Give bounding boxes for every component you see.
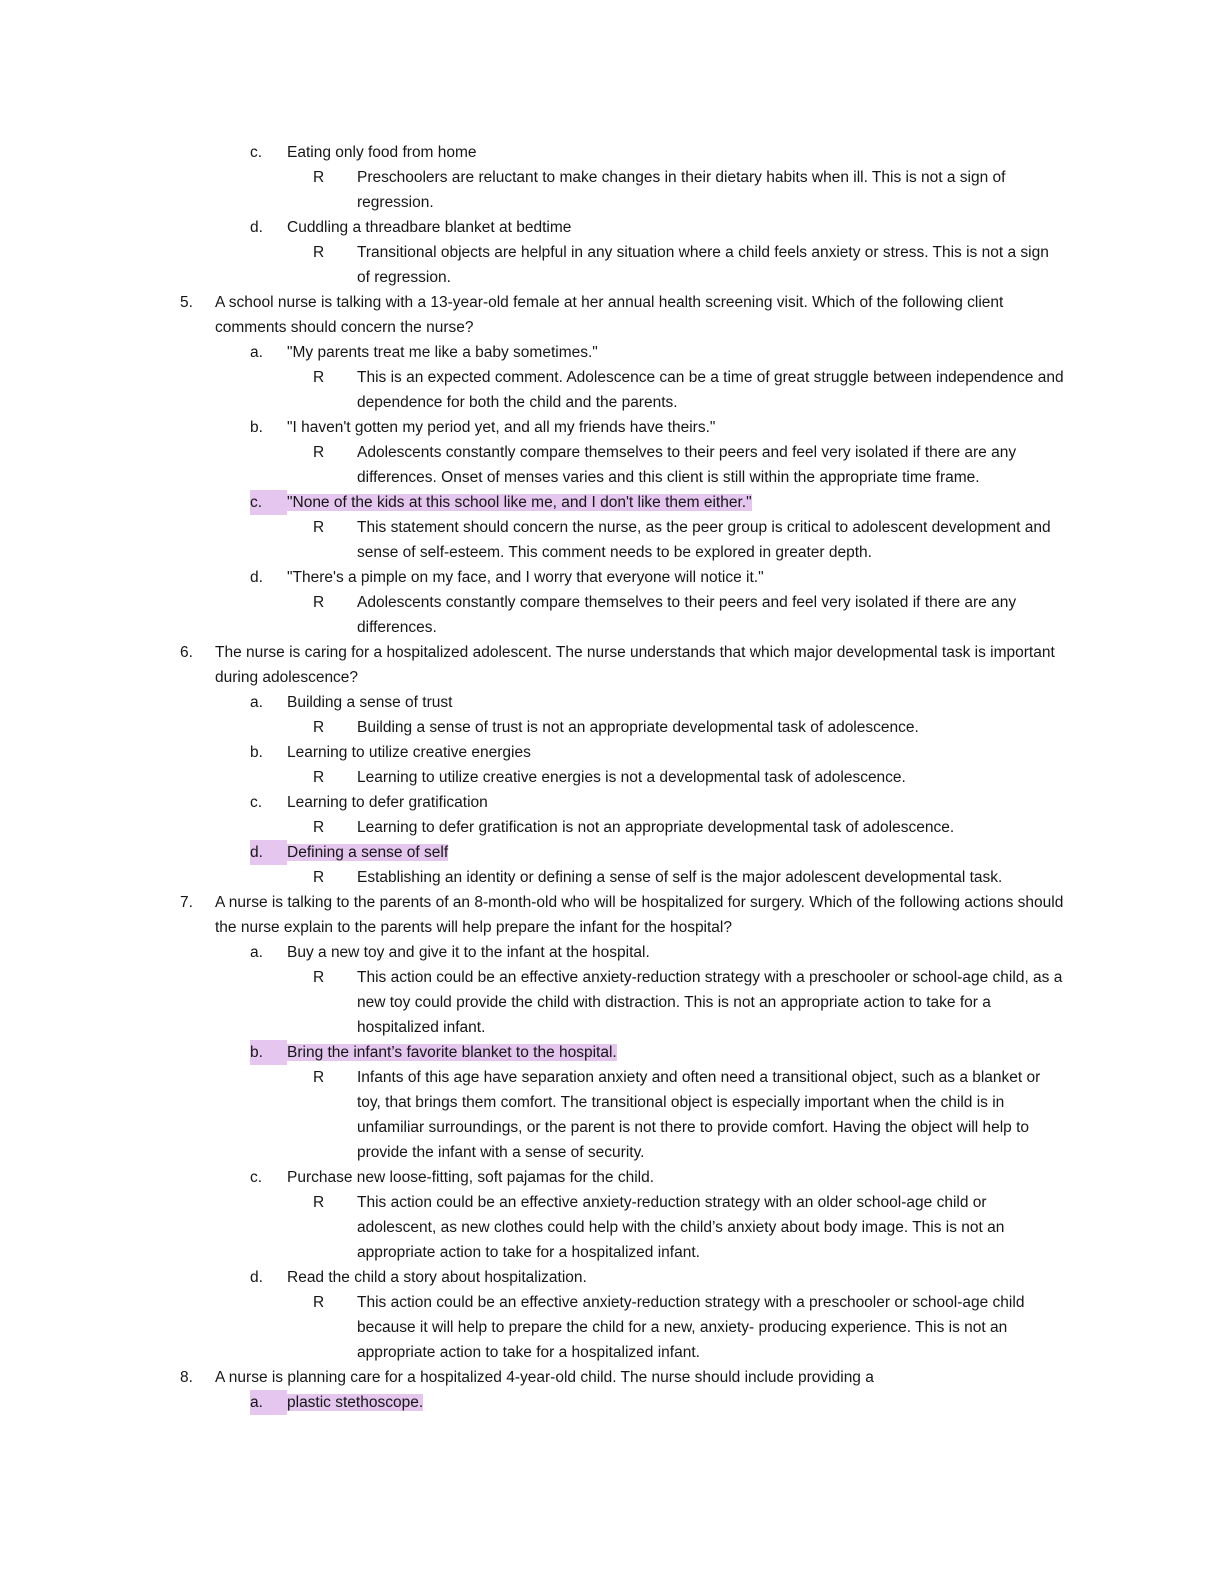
option-letter: d. [250,840,287,865]
question-item [0,890,1066,940]
option-text-wrap [287,740,1066,765]
rationale-item [0,815,1066,840]
answer-option [0,565,1066,590]
option-text: plastic stethoscope. [287,1394,424,1411]
answer-option [0,415,1066,440]
rationale-marker: R [313,819,325,836]
rationale-text: Learning to utilize creative energies is not a developmental task of adolescence. [357,769,906,786]
rationale-marker: R [313,244,325,261]
option-text: Bring the infant’s favorite blanket to the hospital. [287,1044,617,1061]
answer-option [0,840,1066,865]
answer-option [0,940,1066,965]
rationale-text: Establishing an identity or defining a sense of self is the major adolescent developmental task. [357,869,1003,886]
option-letter: d. [250,219,263,236]
option-text: Purchase new loose-fitting, soft pajamas for the child. [287,1169,655,1186]
option-text-wrap [287,1040,1066,1065]
option-text-wrap [287,840,1066,865]
option-text: Read the child a story about hospitalization. [287,1269,587,1286]
rationale-item [0,590,1066,640]
rationale-text-wrap [357,240,1066,290]
option-letter: a. [250,344,263,361]
rationale-text: Preschoolers are reluctant to make changes in their dietary habits when ill. This is not a sign of regression. [357,169,1006,211]
answer-option [0,1165,1066,1190]
rationale-item [0,965,1066,1040]
option-text-wrap [287,215,1066,240]
option-letter: a. [250,1390,287,1415]
answer-option [0,340,1066,365]
answer-option [0,140,1066,165]
option-text-wrap [287,415,1066,440]
option-text-wrap [287,340,1066,365]
answer-option [0,1390,1066,1415]
option-letter: a. [250,694,263,711]
option-text: Eating only food from home [287,144,477,161]
rationale-text: Building a sense of trust is not an appropriate developmental task of adolescence. [357,719,919,736]
rationale-item [0,365,1066,415]
rationale-text: This action could be an effective anxiety-reduction strategy with a preschooler or school-age child, as a new toy could provide the child with distraction. This is not an appropriate action to take for a hospitalized infant. [357,969,1063,1036]
answer-option [0,1265,1066,1290]
option-text: Buy a new toy and give it to the infant at the hospital. [287,944,650,961]
option-text: "None of the kids at this school like me, and I don't like them either." [287,494,752,511]
rationale-marker: R [313,1294,325,1311]
question-text: A school nurse is talking with a 13-year-old female at her annual health screening visit. Which of the following client comments should concern the nurse? [215,294,1004,336]
option-letter: d. [250,1269,263,1286]
question-text: A nurse is planning care for a hospitalized 4-year-old child. The nurse should include providing a [215,1369,874,1386]
rationale-text-wrap [357,865,1066,890]
rationale-text-wrap [357,165,1066,215]
rationale-text-wrap [357,1290,1066,1365]
rationale-text-wrap [357,765,1066,790]
answer-option [0,740,1066,765]
question-number: 8. [180,1369,193,1386]
question-text-wrap [215,890,1066,940]
rationale-text: This statement should concern the nurse, as the peer group is critical to adolescent development and sense of self-esteem. This comment needs to be explored in greater depth. [357,519,1051,561]
rationale-text: Infants of this age have separation anxiety and often need a transitional object, such as a blanket or toy, that brings them comfort. The transitional object is especially important when the child is in unfamiliar surroundings, or the parent is not there to provide comfort. Having the object will help to provide the infant with a sense of security. [357,1069,1041,1161]
rationale-text: Adolescents constantly compare themselves to their peers and feel very isolated if there are any differences. Onset of menses varies and this client is still within the appropriate time frame. [357,444,1017,486]
rationale-marker: R [313,1194,325,1211]
rationale-marker: R [313,719,325,736]
rationale-text-wrap [357,1065,1066,1165]
rationale-text-wrap [357,965,1066,1040]
option-letter: c. [250,1169,263,1186]
option-letter: b. [250,744,263,761]
question-item [0,1365,1066,1390]
rationale-text-wrap [357,440,1066,490]
option-text-wrap [287,140,1066,165]
question-text-wrap [215,640,1066,690]
option-text-wrap [287,940,1066,965]
option-text: "There's a pimple on my face, and I worry that everyone will notice it." [287,569,764,586]
question-number: 5. [180,294,193,311]
option-text-wrap [287,490,1066,515]
rationale-marker: R [313,519,325,536]
answer-option [0,1040,1066,1065]
rationale-item [0,1290,1066,1365]
answer-option [0,690,1066,715]
rationale-text: Learning to defer gratification is not an appropriate developmental task of adolescence. [357,819,955,836]
rationale-item [0,1065,1066,1165]
question-number: 6. [180,644,193,661]
option-letter: d. [250,569,263,586]
question-text-wrap [215,1365,1066,1390]
rationale-item [0,865,1066,890]
option-text: Building a sense of trust [287,694,453,711]
option-text-wrap [287,690,1066,715]
question-item [0,640,1066,690]
option-text-wrap [287,565,1066,590]
option-text: Learning to defer gratification [287,794,488,811]
rationale-text: This action could be an effective anxiety-reduction strategy with an older school-age child or adolescent, as new clothes could help with the child’s anxiety about body image. This is not an appropriate action to take for a hospitalized infant. [357,1194,1005,1261]
rationale-marker: R [313,969,325,986]
rationale-text-wrap [357,1190,1066,1265]
option-text: Cuddling a threadbare blanket at bedtime [287,219,572,236]
rationale-marker: R [313,444,325,461]
answer-option [0,790,1066,815]
option-letter: c. [250,794,263,811]
option-text-wrap [287,1390,1066,1415]
option-text-wrap [287,790,1066,815]
question-text: The nurse is caring for a hospitalized adolescent. The nurse understands that which major developmental task is important during adolescence? [215,644,1055,686]
answer-option [0,215,1066,240]
option-text: "My parents treat me like a baby sometimes." [287,344,598,361]
rationale-marker: R [313,169,325,186]
question-text: A nurse is talking to the parents of an 8-month-old who will be hospitalized for surgery. Which of the following actions should the nurse explain to the parents will help prepare the infant for the hospital? [215,894,1064,936]
option-text: "I haven't gotten my period yet, and all my friends have theirs." [287,419,716,436]
answer-option [0,490,1066,515]
rationale-item [0,515,1066,565]
option-letter: c. [250,490,287,515]
rationale-marker: R [313,1069,325,1086]
rationale-marker: R [313,869,325,886]
option-letter: b. [250,1040,287,1065]
rationale-text-wrap [357,715,1066,740]
option-letter: c. [250,144,263,161]
option-text: Learning to utilize creative energies [287,744,531,761]
rationale-item [0,715,1066,740]
option-text-wrap [287,1165,1066,1190]
rationale-text-wrap [357,365,1066,415]
rationale-item [0,765,1066,790]
rationale-text: Adolescents constantly compare themselves to their peers and feel very isolated if there are any differences. [357,594,1017,636]
rationale-marker: R [313,369,325,386]
question-item [0,290,1066,340]
question-number: 7. [180,894,193,911]
rationale-item [0,1190,1066,1265]
rationale-marker: R [313,594,325,611]
option-text: Defining a sense of self [287,844,449,861]
option-text-wrap [287,1265,1066,1290]
rationale-marker: R [313,769,325,786]
rationale-text-wrap [357,515,1066,565]
rationale-item [0,440,1066,490]
rationale-text: Transitional objects are helpful in any situation where a child feels anxiety or stress. This is not a sign of regression. [357,244,1049,286]
rationale-item [0,240,1066,290]
option-letter: b. [250,419,263,436]
rationale-text-wrap [357,590,1066,640]
option-letter: a. [250,944,263,961]
question-text-wrap [215,290,1066,340]
rationale-text: This is an expected comment. Adolescence can be a time of great struggle between independence and dependence for both the child and the parents. [357,369,1064,411]
rationale-text: This action could be an effective anxiety-reduction strategy with a preschooler or school-age child because it will help to prepare the child for a new, anxiety- producing experience. This is not an appropriate action to take for a hospitalized infant. [357,1294,1025,1361]
rationale-text-wrap [357,815,1066,840]
rationale-item [0,165,1066,215]
